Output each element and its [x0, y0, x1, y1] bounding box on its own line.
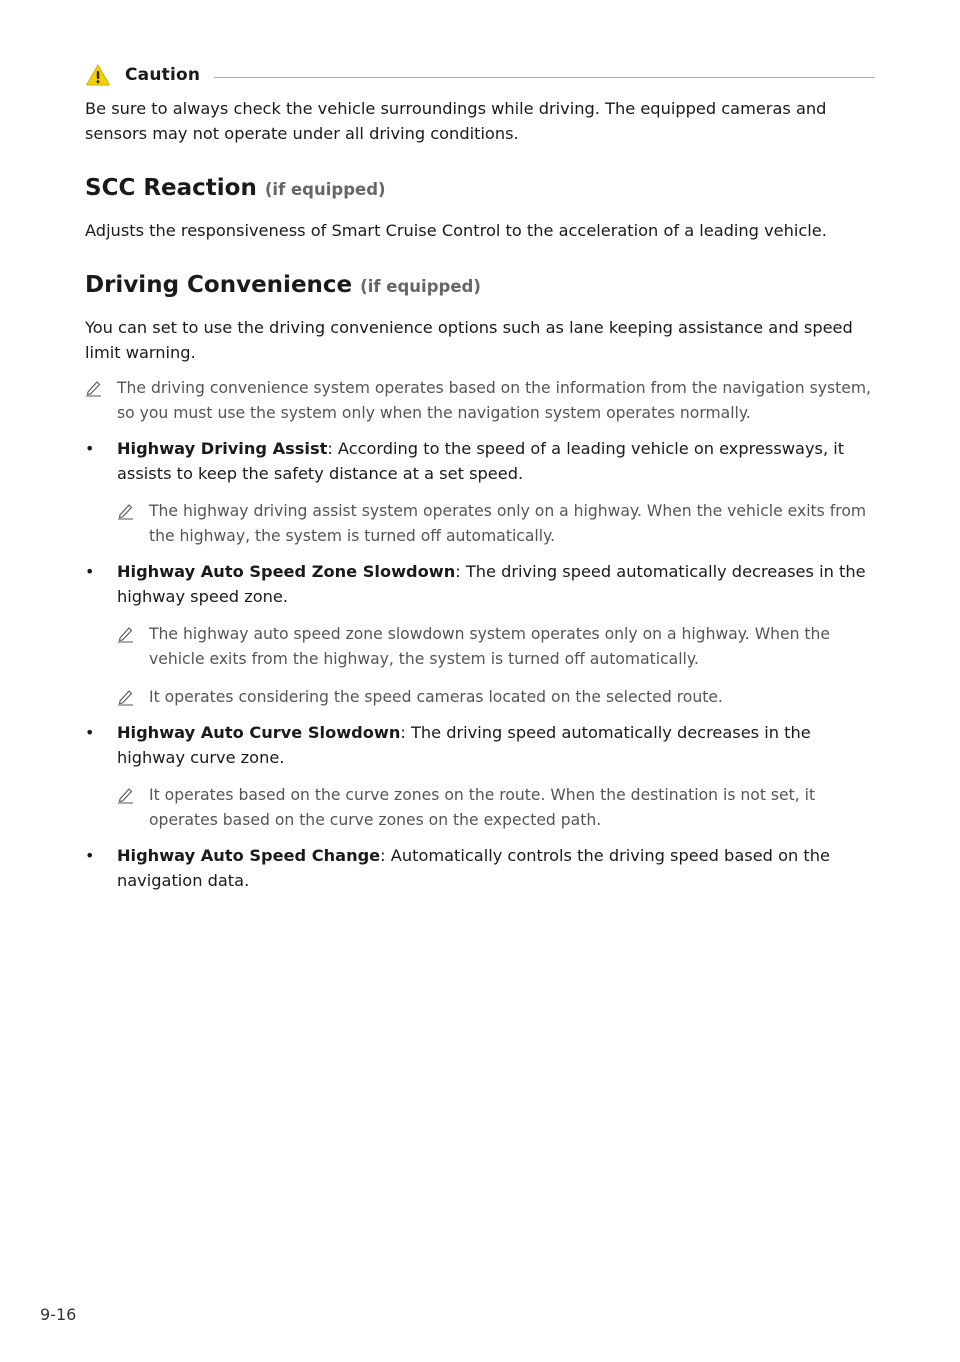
pen-note-icon [117, 783, 137, 804]
note-text: It operates considering the speed cameras located on the selected route. [149, 688, 723, 706]
item-desc: : The driving speed automatically decreases in the highway speed zone. [117, 562, 866, 606]
scc-reaction-title: SCC Reaction [85, 175, 257, 201]
list-item [85, 843, 875, 893]
item-desc: : According to the speed of a leading vehicle on expressways, it assists to keep the safety distance at a set speed. [117, 439, 845, 483]
item-desc: : Automatically controls the driving speed based on the navigation data. [117, 846, 830, 890]
list-item-text [117, 843, 875, 893]
scc-reaction-body: Adjusts the responsiveness of Smart Cruise Control to the acceleration of a leading vehicle. [85, 221, 827, 240]
driving-convenience-body: You can set to use the driving convenience options such as lane keeping assistance and speed limit warning. [85, 318, 853, 362]
list-item-text [117, 720, 875, 770]
bullet-dot: • [85, 846, 95, 865]
item-title: Highway Auto Speed Change [117, 846, 381, 865]
list-item [85, 436, 875, 486]
warning-triangle-icon [85, 63, 111, 87]
driving-convenience-title: Driving Convenience [85, 272, 353, 298]
list-item [85, 559, 875, 609]
pen-note-icon [117, 685, 137, 706]
note [117, 685, 875, 710]
list-item [85, 720, 875, 770]
driving-convenience-optional: (if equipped) [360, 277, 481, 296]
note [117, 622, 875, 672]
caution-divider [214, 77, 875, 78]
note [117, 499, 875, 549]
scc-reaction-heading [85, 172, 875, 206]
item-title: Highway Auto Curve Slowdown [117, 723, 401, 742]
list-item-text [117, 559, 875, 609]
note-text: The driving convenience system operates based on the information from the navigation system, so you must use the system only when the navigation system operates normally. [117, 379, 871, 422]
manual-page [85, 62, 875, 893]
page-number: 9-16 [40, 1305, 77, 1324]
note-text: The highway driving assist system operates only on a highway. When the vehicle exits from the highway, the system is turned off automatically. [149, 502, 867, 545]
item-title: Highway Auto Speed Zone Slowdown [117, 562, 456, 581]
bullet-dot: • [85, 562, 95, 581]
item-desc: : The driving speed automatically decreases in the highway curve zone. [117, 723, 811, 767]
pen-note-icon [117, 622, 137, 643]
scc-reaction-optional: (if equipped) [264, 180, 386, 199]
note-text: It operates based on the curve zones on the route. When the destination is not set, it operates based on the curve zones on the expected path. [149, 786, 816, 829]
bullet-dot: • [85, 723, 95, 742]
driving-convenience-heading [85, 269, 875, 303]
caution-title: Caution [125, 65, 201, 85]
item-title: Highway Driving Assist [117, 439, 328, 458]
list-item-text [117, 436, 875, 486]
note [85, 376, 875, 426]
pen-note-icon [85, 376, 105, 397]
note [117, 783, 875, 833]
bullet-dot: • [85, 439, 95, 458]
pen-note-icon [117, 499, 137, 520]
note-text: The highway auto speed zone slowdown system operates only on a highway. When the vehicle exits from the highway, the system is turned off automatically. [149, 625, 831, 668]
caution-text: Be sure to always check the vehicle surroundings while driving. The equipped cameras and sensors may not operate under all driving conditions. [85, 99, 827, 143]
caution-header [85, 62, 875, 88]
